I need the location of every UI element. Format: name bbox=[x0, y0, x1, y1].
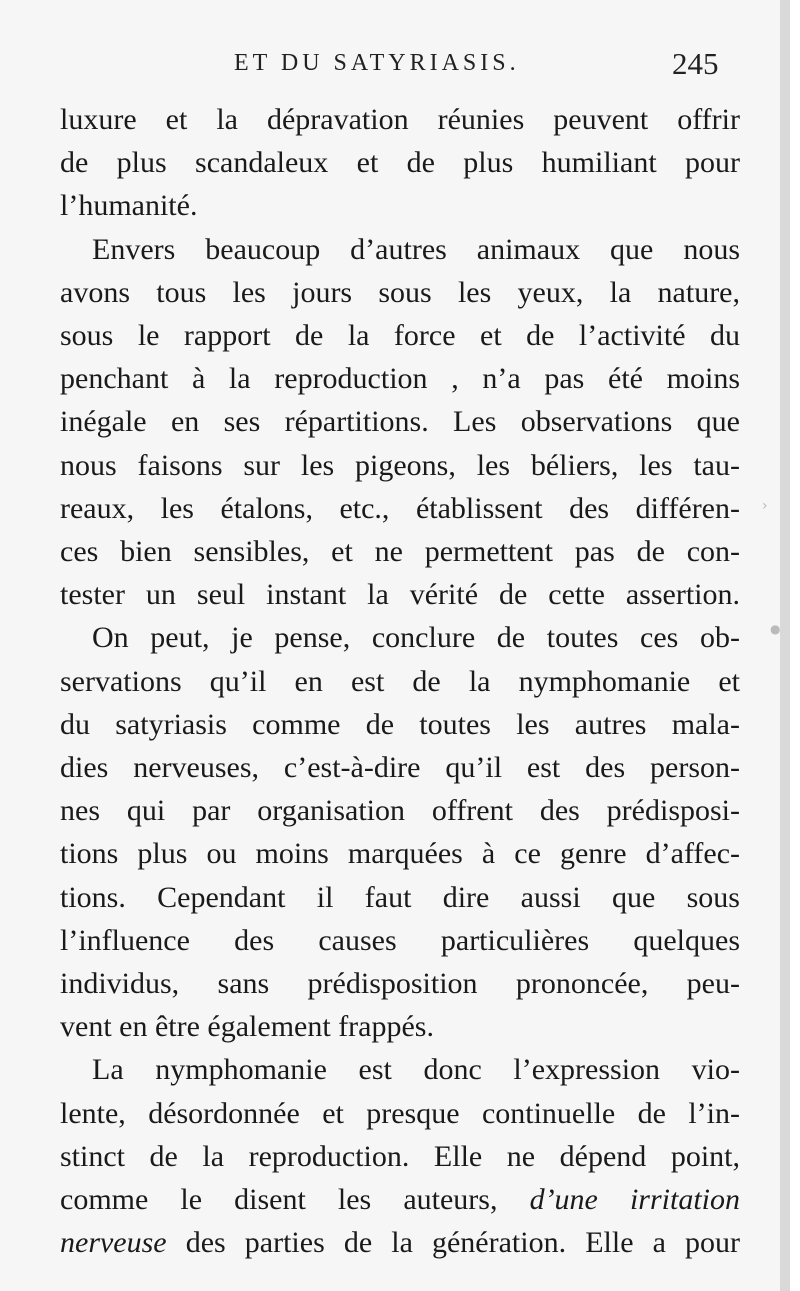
text-line: de plus scandaleux et de plus humiliant pour bbox=[60, 146, 740, 180]
text-line: tester un seul instant la vérité de cette assertion. bbox=[60, 578, 740, 612]
text-line bbox=[60, 1178, 740, 1221]
text-line: penchant à la reproduction , n’a pas été moins bbox=[60, 362, 740, 396]
text-line: luxure et la dépravation réunies peuvent offrir bbox=[60, 103, 740, 136]
paragraph-1 bbox=[60, 98, 740, 228]
text-line: nes qui par organisation offrent des prédisposi- bbox=[60, 794, 740, 828]
page-number: 245 bbox=[672, 46, 719, 81]
text-line: l’humanité. bbox=[60, 189, 198, 223]
text-line: vent en être également frappés. bbox=[60, 1010, 434, 1044]
running-head bbox=[0, 46, 790, 90]
text-line bbox=[60, 1221, 740, 1264]
text-line: ces bien sensibles, et ne permettent pas de con- bbox=[60, 535, 740, 569]
text-line: dies nerveuses, c’est-à-dire qu’il est des person- bbox=[60, 751, 740, 785]
paragraph-3 bbox=[60, 616, 740, 1048]
text-line: Envers beaucoup d’autres animaux que nous bbox=[92, 232, 740, 266]
paragraph-2 bbox=[60, 228, 740, 617]
text-line: lente, désordonnée et presque continuelle de l’in- bbox=[60, 1096, 740, 1130]
text-line: On peut, je pense, conclure de toutes ces ob- bbox=[92, 621, 740, 655]
text-line: stinct de la reproduction. Elle ne dépend point, bbox=[60, 1139, 740, 1173]
text-line: nous faisons sur les pigeons, les béliers, les tau- bbox=[60, 448, 740, 482]
text-line: La nymphomanie est donc l’expression vio- bbox=[92, 1053, 740, 1087]
text-segment: comme le disent les auteurs, bbox=[60, 1183, 498, 1217]
text-segment: des parties de la génération. Elle a pour bbox=[166, 1226, 740, 1260]
text-line: individus, sans prédisposition prononcée, peu- bbox=[60, 967, 740, 1001]
margin-dot-icon: ● bbox=[770, 622, 781, 636]
text-line: tions. Cependant il faut dire aussi que sous bbox=[60, 880, 740, 914]
italic-phrase: nerveuse bbox=[60, 1226, 167, 1260]
text-line: l’influence des causes particulières quelques bbox=[60, 923, 740, 957]
text-line: avons tous les jours sous les yeux, la nature, bbox=[60, 275, 740, 309]
italic-phrase: d’une irritation bbox=[529, 1183, 740, 1217]
text-line: du satyriasis comme de toutes les autres mala- bbox=[60, 707, 740, 741]
text-line: tions plus ou moins marquées à ce genre d’affec- bbox=[60, 837, 740, 871]
text-line: sous le rapport de la force et de l’activité du bbox=[60, 319, 740, 353]
text-line: reaux, les étalons, etc., établissent des différen- bbox=[60, 491, 740, 525]
paragraph-4 bbox=[60, 1048, 740, 1264]
text-line: inégale en ses répartitions. Les observations que bbox=[60, 405, 740, 439]
running-title: ET DU SATYRIASIS. bbox=[234, 50, 520, 76]
text-line: servations qu’il en est de la nymphomanie et bbox=[60, 664, 740, 698]
body-text bbox=[60, 98, 740, 1264]
margin-tick-icon: › bbox=[762, 498, 768, 514]
